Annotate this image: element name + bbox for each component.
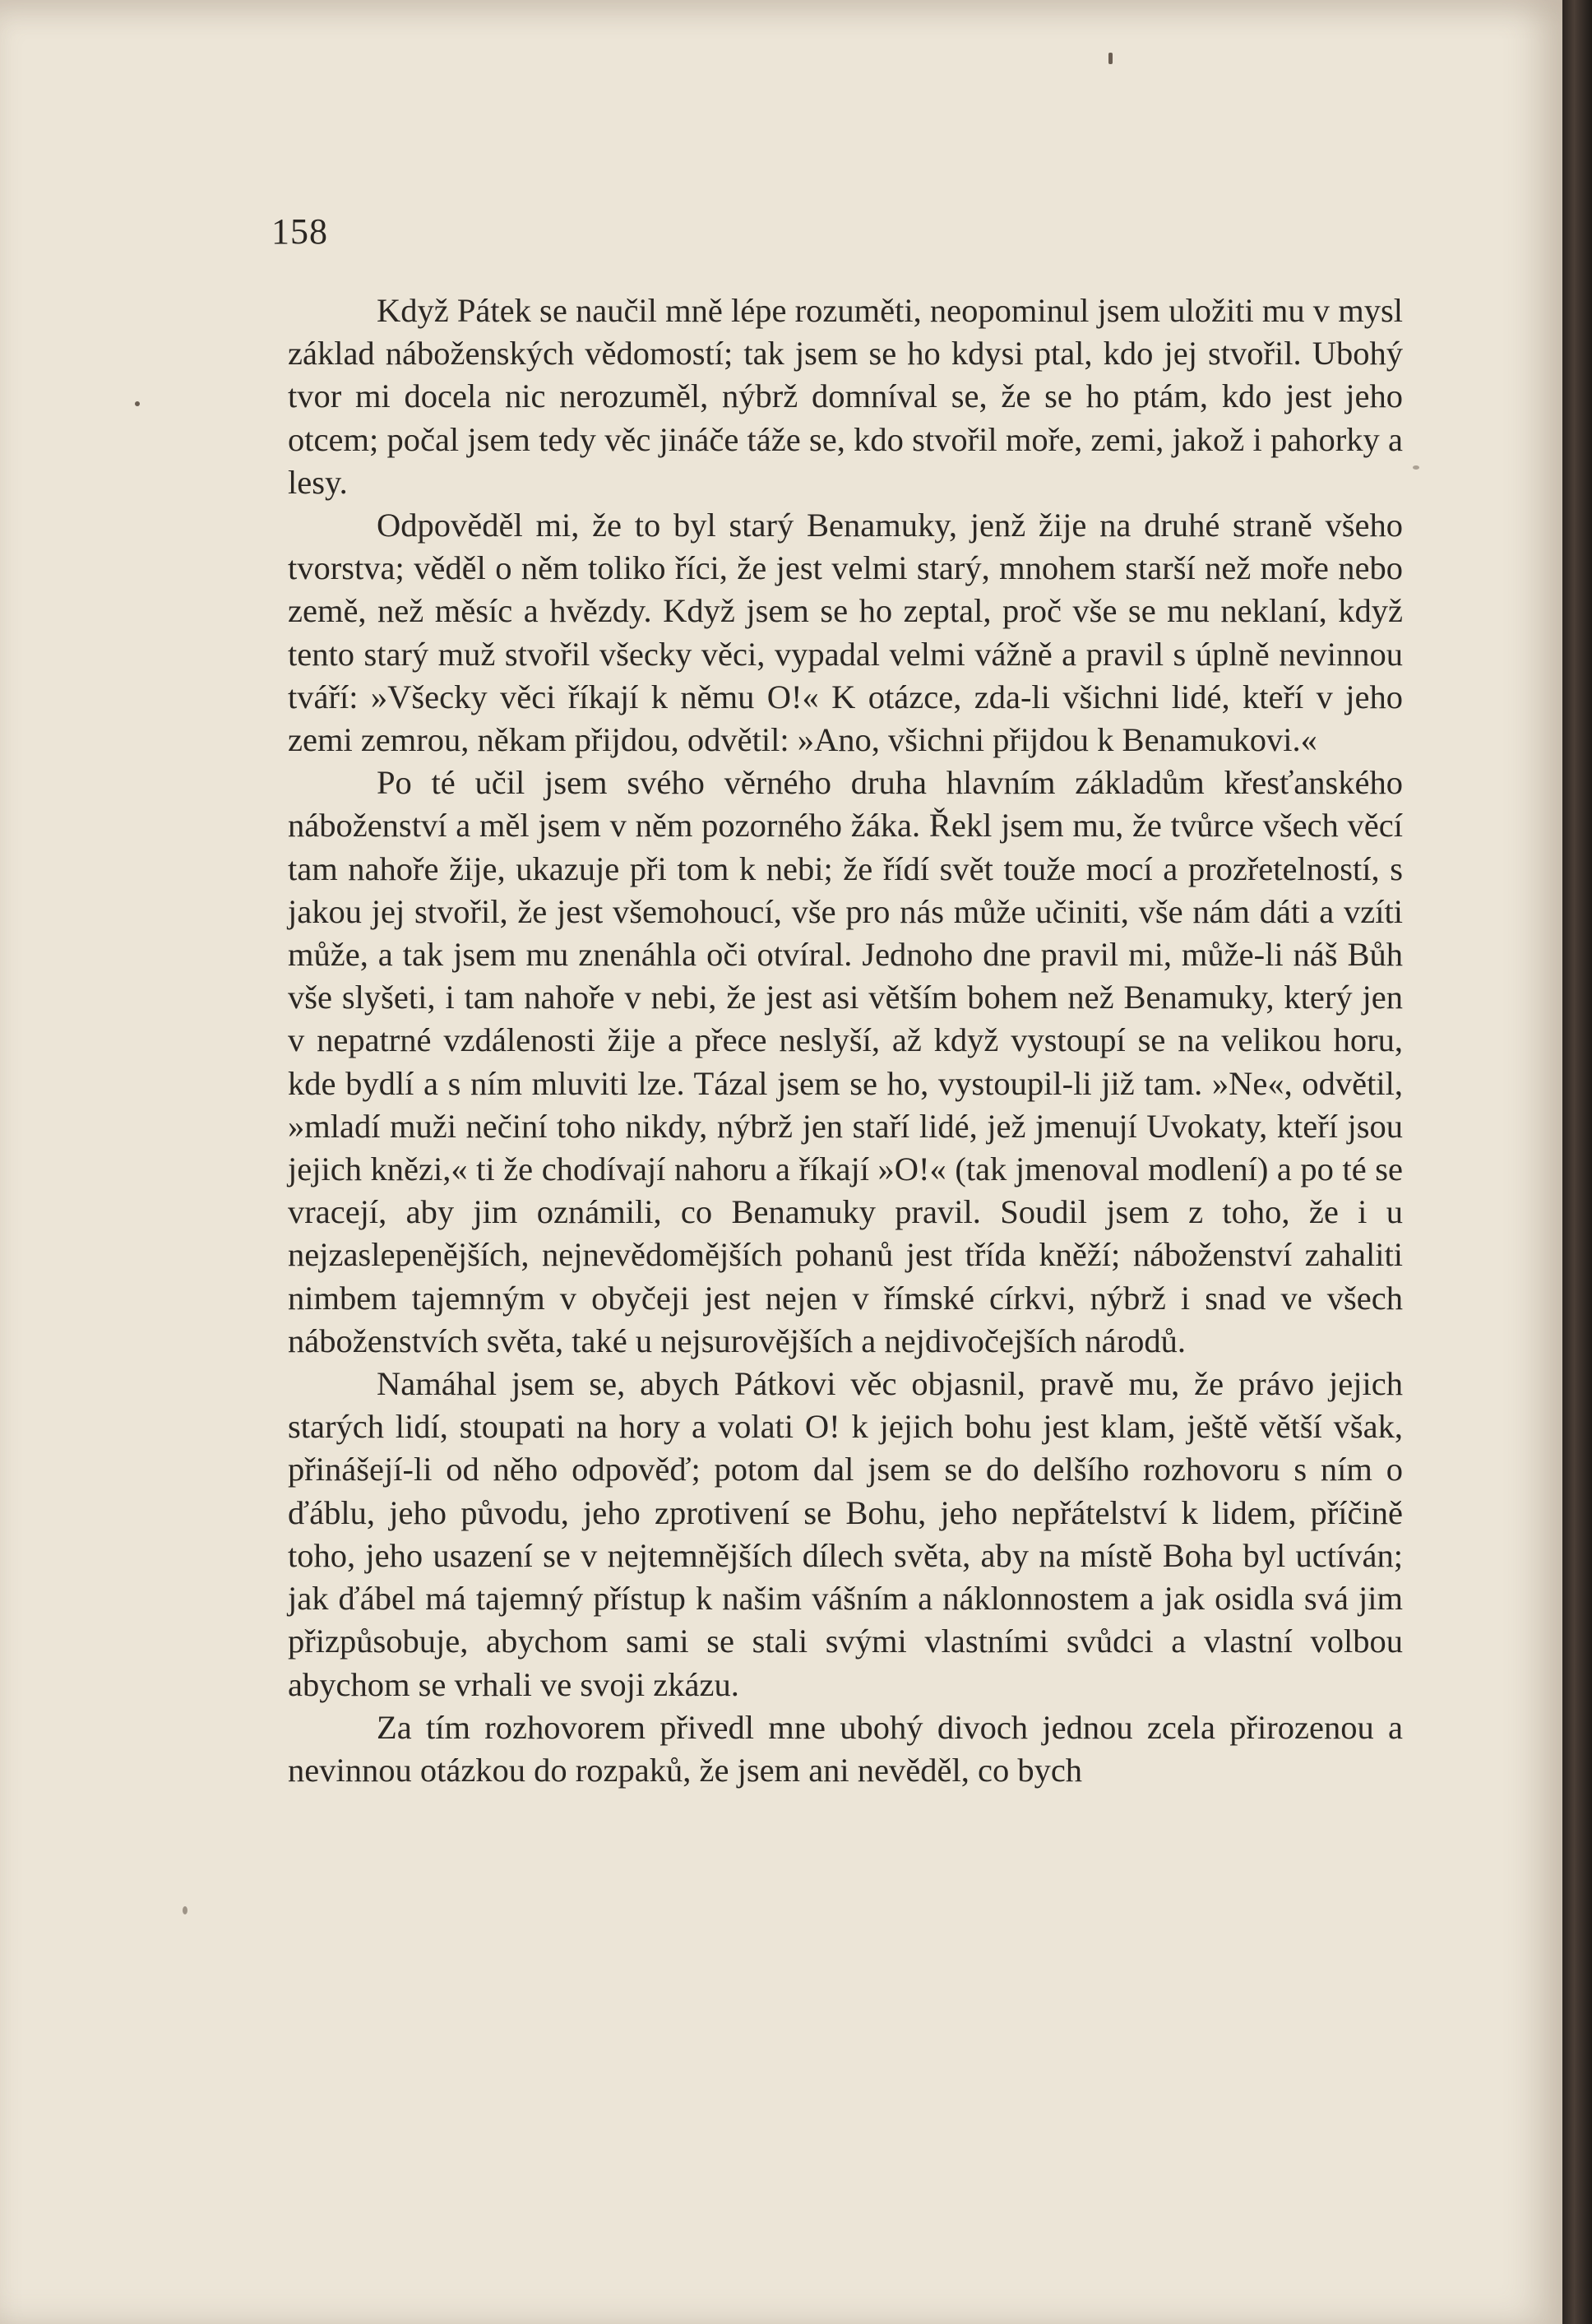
paragraph: Po té učil jsem svého věrného druha hlavním základům křesťanského náboženství a měl jsem v něm pozorného žáka. Řekl jsem mu, že tvůrce všech věcí tam nahoře žije, ukazuje při tom k nebi; že řídí svět touže mocí a prozřetelností, s jakou jej stvořil, že jest všemohoucí, vše pro nás může učiniti, vše nám dáti a vzíti může, a tak jsem mu znenáhla oči otvíral. Jednoho dne pravil mi, může-li náš Bůh vše slyšeti, i tam nahoře v nebi, že jest asi větším bohem než Benamuky, který jen v nepatrné vzdálenosti žije a přece neslyší, až když vystoupí se na velikou horu, kde bydlí a s ním mluviti lze. Tázal jsem se ho, vystoupil-li již tam. »Ne«, odvětil, »mladí muži nečiní toho nikdy, nýbrž jen staří lidé, jež jmenují Uvokaty, kteří jsou jejich knězi,« ti že chodívají nahoru a říkají »O!« (tak jmenoval modlení) a po té se vracejí, aby jim oznámili, co Benamuky pravil. Soudil jsem z toho, že i u nejzaslepenějších, nejnevědomějších pohanů jest třída kněží; náboženství zahaliti nimbem tajemným v obyčeji jest nejen v římské církvi, nýbrž i snad ve všech náboženstvích světa, také u nejsurovějších a nejdivočejších národů.: [288, 764, 1403, 1359]
page-number: 158: [271, 211, 328, 252]
paragraph: Namáhal jsem se, abych Pátkovi věc objasnil, pravě mu, že právo jejich starých lidí, stoupati na hory a volati O! k jejich bohu jest klam, ještě větší však, přinášejí-li od něho odpověď; potom dal jsem se do delšího rozhovoru s ním o ďáblu, jeho původu, jeho zprotivení se Bohu, jeho nepřátelství k lidem, příčině toho, jeho usazení se v nejtemnějších dílech světa, aby na místě Boha byl uctíván; jak ďábel má tajemný přístup k našim vášním a náklonnostem a jak osidla svá jim přizpůsobuje, abychom sami se stali svými vlastními svůdci a vlastní volbou abychom se vrhali ve svoji zkázu.: [288, 1365, 1403, 1703]
page-edge-shadow: [1562, 0, 1592, 2324]
ink-speck: [183, 1906, 187, 1914]
ink-speck: [135, 401, 140, 406]
ink-speck: [1108, 53, 1113, 64]
paragraph: Odpověděl mi, že to byl starý Benamuky, jenž žije na druhé straně všeho tvorstva; věděl o něm toliko říci, že jest velmi starý, mnohem starší než moře nebo země, než měsíc a hvězdy. Když jsem se ho zeptal, proč vše se mu neklaní, když tento starý muž stvořil všecky věci, vypadal velmi vážně a pravil s úplně nevinnou tváří: »Všecky věci říkají k němu O!« K otázce, zda-li všichni lidé, kteří v jeho zemi zemrou, někam přijdou, odvětil: »Ano, všichni přijdou k Benamukovi.«: [288, 507, 1403, 759]
paragraph: Když Pátek se naučil mně lépe rozuměti, neopominul jsem uložiti mu v mysl základ náboženských vědomostí; tak jsem se ho kdysi ptal, kdo jej stvořil. Ubohý tvor mi docela nic nerozuměl, nýbrž domníval se, že se ho ptám, kdo jest jeho otcem; počal jsem tedy věc jináče táže se, kdo stvořil moře, zemi, jakož i pahorky a lesy.: [288, 292, 1403, 501]
paragraph: Za tím rozhovorem přivedl mne ubohý divoch jednou zcela přirozenou a nevinnou otázkou do rozpaků, že jsem ani nevěděl, co bych: [288, 1708, 1403, 1789]
body-text: [288, 289, 1403, 1792]
ink-speck: [1413, 465, 1419, 470]
